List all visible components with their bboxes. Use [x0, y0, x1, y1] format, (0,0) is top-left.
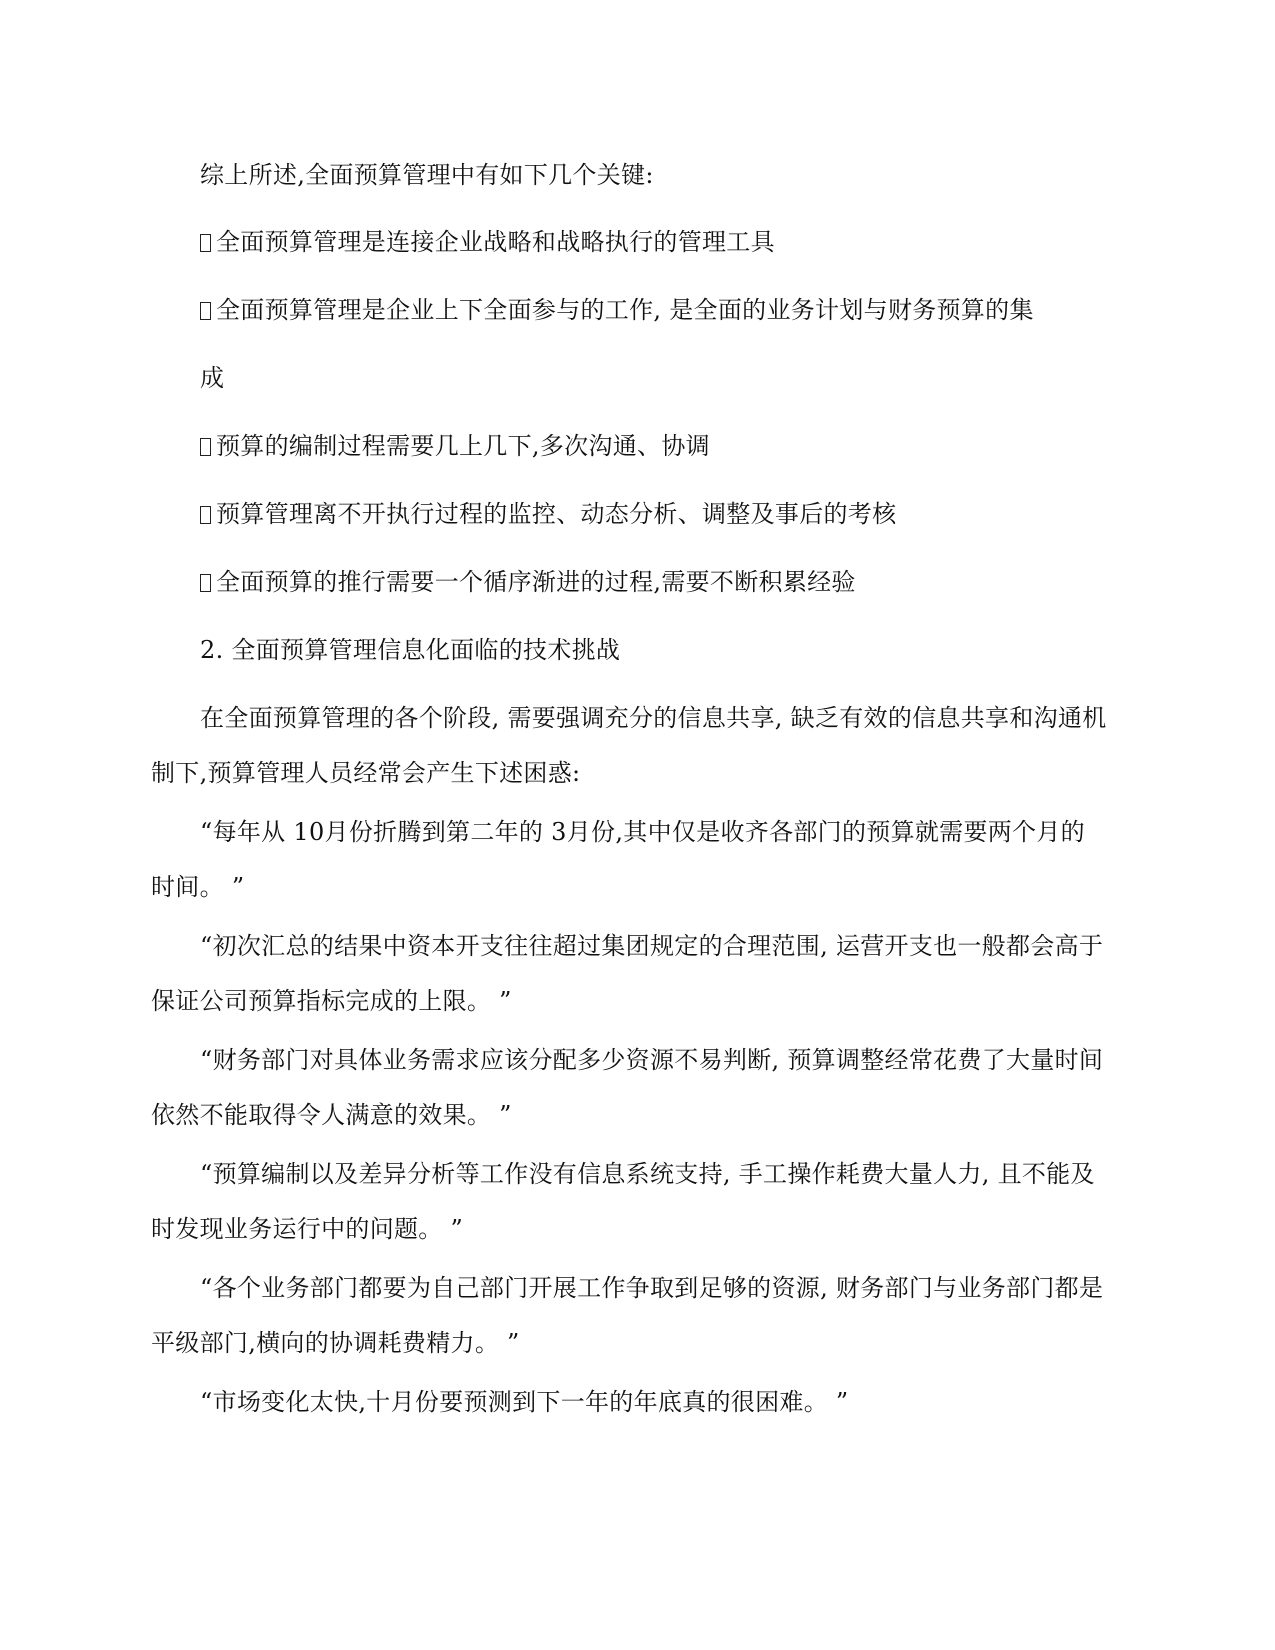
key-point-text: 预算的编制过程需要几上几下,多次沟通、协调 — [216, 432, 710, 460]
key-point-5 — [200, 567, 856, 597]
key-point-text: 全面预算的推行需要一个循序渐进的过程,需要不断积累经验 — [216, 568, 856, 596]
summary-intro: 综上所述,全面预算管理中有如下几个关键: — [200, 161, 654, 189]
bullet-box-icon — [200, 302, 211, 320]
quote-4-line-1: “预算编制以及差异分析等工作没有信息系统支持, 手工操作耗费大量人力, 且不能及 — [200, 1160, 1095, 1188]
quote-1-line-1: “每年从 10月份折腾到第二年的 3月份,其中仅是收齐各部门的预算就需要两个月的 — [200, 818, 1085, 846]
key-point-text: 全面预算管理是企业上下全面参与的工作, 是全面的业务计划与财务预算的集 — [216, 296, 1034, 324]
key-point-3 — [200, 431, 710, 461]
quote-4-line-2: 时发现业务运行中的问题。 ” — [151, 1215, 464, 1243]
intro-paragraph-line-1: 在全面预算管理的各个阶段, 需要强调充分的信息共享, 缺乏有效的信息共享和沟通机 — [200, 704, 1107, 732]
bullet-box-icon — [200, 234, 211, 252]
quote-3-line-2: 依然不能取得令人满意的效果。 ” — [151, 1101, 512, 1129]
quote-5-line-1: “各个业务部门都要为自己部门开展工作争取到足够的资源, 财务部门与业务部门都是 — [200, 1274, 1104, 1302]
bullet-box-icon — [200, 574, 211, 592]
section-heading: 2. 全面预算管理信息化面临的技术挑战 — [200, 636, 621, 664]
key-point-4 — [200, 499, 896, 529]
bullet-box-icon — [200, 506, 211, 524]
quote-5-line-2: 平级部门,横向的协调耗费精力。 ” — [151, 1329, 520, 1357]
key-point-1 — [200, 227, 775, 257]
intro-paragraph-line-2: 制下,预算管理人员经常会产生下述困惑: — [151, 759, 581, 787]
key-point-text: 全面预算管理是连接企业战略和战略执行的管理工具 — [216, 228, 775, 256]
key-point-2 — [200, 295, 1034, 325]
quote-2-line-2: 保证公司预算指标完成的上限。 ” — [151, 987, 512, 1015]
quote-1-line-2: 时间。 ” — [151, 873, 245, 901]
quote-3-line-1: “财务部门对具体业务需求应该分配多少资源不易判断, 预算调整经常花费了大量时间 — [200, 1046, 1104, 1074]
key-point-text: 预算管理离不开执行过程的监控、动态分析、调整及事后的考核 — [216, 500, 897, 528]
bullet-box-icon — [200, 438, 211, 456]
quote-2-line-1: “初次汇总的结果中资本开支往往超过集团规定的合理范围, 运营开支也一般都会高于 — [200, 932, 1104, 960]
key-point-2-continuation: 成 — [200, 364, 225, 392]
quote-6-line-1: “市场变化太快,十月份要预测到下一年的年底真的很困难。 ” — [200, 1388, 849, 1416]
